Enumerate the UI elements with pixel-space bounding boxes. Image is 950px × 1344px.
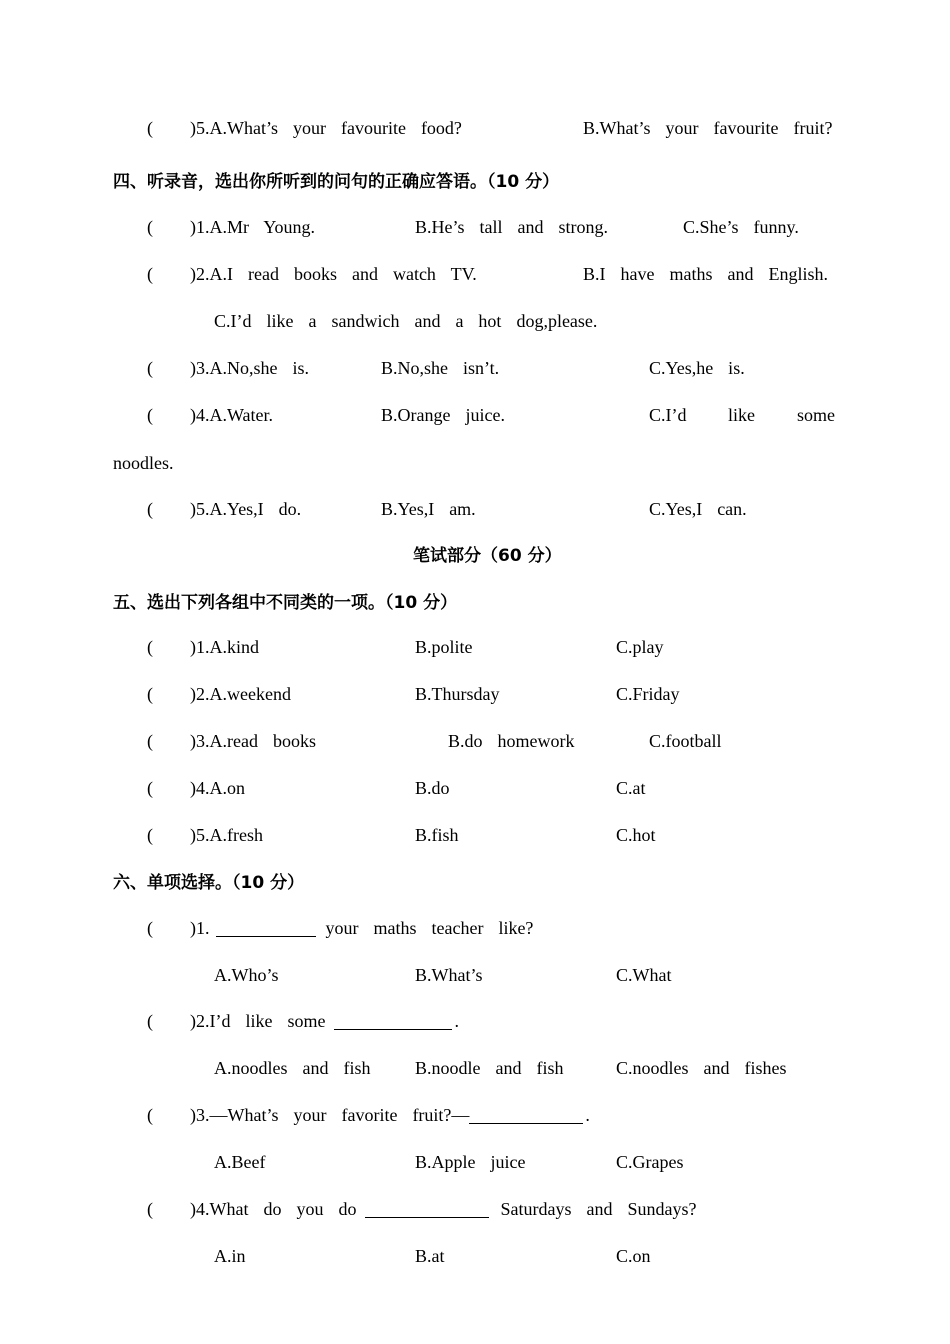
paren: ( <box>147 637 153 657</box>
question-6-4-option-a: A.in <box>214 1246 246 1266</box>
question-4-4-option-b: B.Orange juice. <box>381 405 505 425</box>
written-part-title: 笔试部分（60 分） <box>413 546 562 566</box>
question-6-3-option-a: A.Beef <box>214 1152 266 1172</box>
stem-text: )2.I’d like some <box>190 1011 326 1031</box>
stem-text: . <box>454 1011 459 1031</box>
paren: ( <box>147 358 153 378</box>
question-4-2-option-a: )2.A.I read books and watch TV. <box>190 264 477 284</box>
answer-blank[interactable] <box>216 918 316 937</box>
question-4-4-option-c-word: noodles. <box>113 453 174 473</box>
question-6-2-option-b: B.noodle and fish <box>415 1058 564 1078</box>
question-5-5-option-b: B.fish <box>415 825 459 845</box>
question-4-5-option-b: B.Yes,I am. <box>381 499 476 519</box>
paren: ( <box>147 499 153 519</box>
stem-text: . <box>585 1105 590 1125</box>
question-4-3-option-b: B.No,she isn’t. <box>381 358 500 378</box>
question-4-2-option-b: B.I have maths and English. <box>583 264 828 284</box>
paren: ( <box>147 217 153 237</box>
question-6-2-option-a: A.noodles and fish <box>214 1058 371 1078</box>
question-4-1-option-b: B.He’s tall and strong. <box>415 217 608 237</box>
question-5-2-option-a: )2.A.weekend <box>190 684 291 704</box>
question-5-5-option-a: )5.A.fresh <box>190 825 263 845</box>
question-6-3-stem <box>190 1104 590 1126</box>
question-4-4-option-c-word: C.I’d <box>649 405 687 425</box>
paren: ( <box>147 778 153 798</box>
section-5-heading: 五、选出下列各组中不同类的一项。（10 分） <box>113 593 458 613</box>
answer-blank[interactable] <box>469 1105 583 1124</box>
paren: ( <box>147 405 153 425</box>
paren: ( <box>147 1199 153 1219</box>
stem-text: )4.What do you do <box>190 1199 357 1219</box>
question-4-4-option-c-word: like <box>728 405 755 425</box>
question-6-1-option-a: A.Who’s <box>214 965 279 985</box>
paren: ( <box>147 684 153 704</box>
paren: ( <box>147 825 153 845</box>
answer-blank[interactable] <box>334 1011 452 1030</box>
question-5-3-option-b: B.do homework <box>448 731 575 751</box>
question-4-3-option-c: C.Yes,he is. <box>649 358 745 378</box>
question-5-4-option-b: B.do <box>415 778 450 798</box>
question-6-1-stem <box>190 917 533 939</box>
question-5-1-option-a: )1.A.kind <box>190 637 259 657</box>
question-4-1-option-c: C.She’s funny. <box>683 217 799 237</box>
question-6-3-option-c: C.Grapes <box>616 1152 684 1172</box>
question-4-2-option-c: C.I’d like a sandwich and a hot dog,please. <box>214 311 598 331</box>
paren: ( <box>147 731 153 751</box>
stem-text: )3.—What’s your favorite fruit?— <box>190 1105 470 1125</box>
question-6-4-option-c: C.on <box>616 1246 651 1266</box>
question-4-5-option-a: )5.A.Yes,I do. <box>190 499 302 519</box>
paren: ( <box>147 264 153 284</box>
stem-text: )1. <box>190 918 210 938</box>
paren: ( <box>147 918 153 938</box>
question-6-2-option-c: C.noodles and fishes <box>616 1058 787 1078</box>
question-5-3-option-c: C.football <box>649 731 722 751</box>
stem-text: Saturdays and Sundays? <box>500 1199 697 1219</box>
question-6-4-stem <box>190 1198 696 1220</box>
question-6-1-option-b: B.What’s <box>415 965 483 985</box>
question-5-5-option-c: C.hot <box>616 825 656 845</box>
paren: ( <box>147 1105 153 1125</box>
paren: ( <box>147 1011 153 1031</box>
question-5-3-option-a: )3.A.read books <box>190 731 316 751</box>
question-6-4-option-b: B.at <box>415 1246 445 1266</box>
question-3-5-option-b: B.What’s your favourite fruit? <box>583 118 833 138</box>
question-4-3-option-a: )3.A.No,she is. <box>190 358 309 378</box>
question-4-5-option-c: C.Yes,I can. <box>649 499 747 519</box>
question-5-2-option-c: C.Friday <box>616 684 680 704</box>
question-5-4-option-c: C.at <box>616 778 646 798</box>
question-6-3-option-b: B.Apple juice <box>415 1152 526 1172</box>
question-4-4-option-c-word: some <box>797 405 835 425</box>
question-5-4-option-a: )4.A.on <box>190 778 245 798</box>
question-5-1-option-b: B.polite <box>415 637 473 657</box>
question-5-2-option-b: B.Thursday <box>415 684 500 704</box>
section-4-heading: 四、听录音，选出你所听到的问句的正确应答语。（10 分） <box>113 172 560 192</box>
question-6-2-stem <box>190 1010 459 1032</box>
paren: ( <box>147 118 153 138</box>
answer-blank[interactable] <box>365 1199 489 1218</box>
question-3-5-option-a: )5.A.What’s your favourite food? <box>190 118 462 138</box>
question-4-1-option-a: )1.A.Mr Young. <box>190 217 316 237</box>
stem-text: your maths teacher like? <box>325 918 534 938</box>
question-6-1-option-c: C.What <box>616 965 672 985</box>
question-4-4-option-a: )4.A.Water. <box>190 405 274 425</box>
question-5-1-option-c: C.play <box>616 637 664 657</box>
section-6-heading: 六、单项选择。（10 分） <box>113 873 305 893</box>
